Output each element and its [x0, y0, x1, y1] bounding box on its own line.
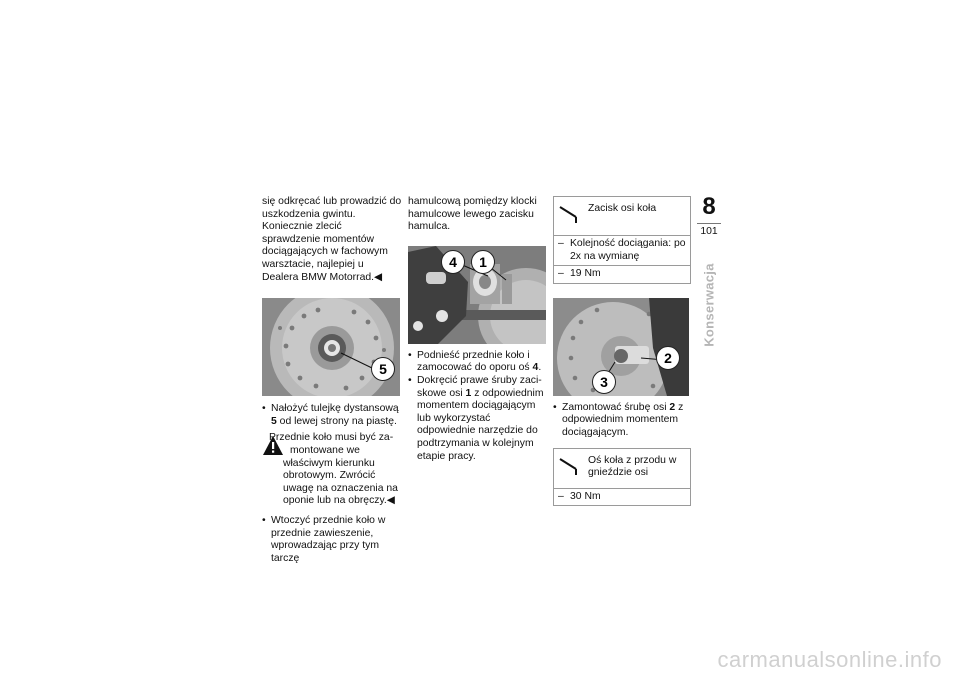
chapter-number: 8 [702, 193, 716, 220]
spec-row: – 30 Nm [554, 489, 690, 506]
bullet-item: • Dokręcić prawe śruby zaciskowe osi 1 z odpowiednim momentem dociągającym lub wykorzystać odpowiednie narzędzie do podtrzymania w kolejnym etapie pracy. [408, 375, 548, 463]
spec-row: – Kolejność dociągania: po 2x na wymianę [554, 236, 690, 266]
spec-box-axle-clamp [553, 196, 691, 284]
bullet-item: • Nałożyć tulejkę dystansową 5 od lewej strony na piastę. [262, 403, 402, 428]
torque-wrench-icon [558, 203, 582, 223]
column-1 [262, 196, 402, 565]
chapter-divider [697, 223, 721, 224]
bullet-item: • Zamontować śrubę osi 2 z odpowiednim momentem dociągającym. [553, 402, 691, 440]
callout-2: 2 [656, 346, 680, 370]
spec-row: – 19 Nm [554, 266, 690, 283]
callout-5: 5 [371, 357, 395, 381]
intro-paragraph: się odkręcać lub prowadzić do uszkodzenia gwintu. Koniecznie zlecić sprawdzenie momentów dociągających w fachowym warsztacie, najlepiej u Dealera BMW Motorrad.◀ [262, 196, 402, 283]
bullet-item: • Podnieść przednie koło i zamocować do oporu oś 4. [408, 350, 548, 375]
callout-4: 4 [441, 250, 465, 274]
spec-header [554, 449, 690, 489]
spec-title: Zacisk osi koła [588, 203, 657, 214]
axle-bolt-photo [553, 298, 689, 396]
warning-note [262, 432, 402, 508]
page-number: 101 [700, 226, 718, 237]
axle-photo [408, 246, 546, 344]
column-2 [408, 196, 548, 463]
spec-box-front-axle [553, 448, 691, 507]
column-3 [553, 196, 691, 506]
chapter-marker [697, 195, 721, 237]
intro-paragraph: hamulcową pomiędzy klocki hamulcowe lewego zacisku hamulca. [408, 196, 537, 233]
callout-3: 3 [592, 370, 616, 394]
wheel-hub-photo [262, 298, 400, 396]
wheel-hub-illustration [262, 298, 400, 396]
warning-text: Przednie koło musi być zamontowane we właściwym kierunku obrotowym. Zwrócić uwagę na oznaczenia na oponie lub na obręczy.◀ [269, 432, 398, 507]
chapter-title-vertical [697, 255, 721, 355]
bullet-item: • Wtoczyć przednie koło w przednie zawieszenie, wprowadzając przy tym tarczę [262, 515, 402, 565]
callout-1: 1 [471, 250, 495, 274]
spec-title: Oś koła z przodu w gnieździe osi [588, 454, 677, 479]
torque-wrench-icon [558, 455, 582, 475]
spec-header [554, 197, 690, 236]
watermark: carmanualsonline.info [717, 647, 942, 672]
chapter-title: Konserwacja [701, 263, 717, 347]
